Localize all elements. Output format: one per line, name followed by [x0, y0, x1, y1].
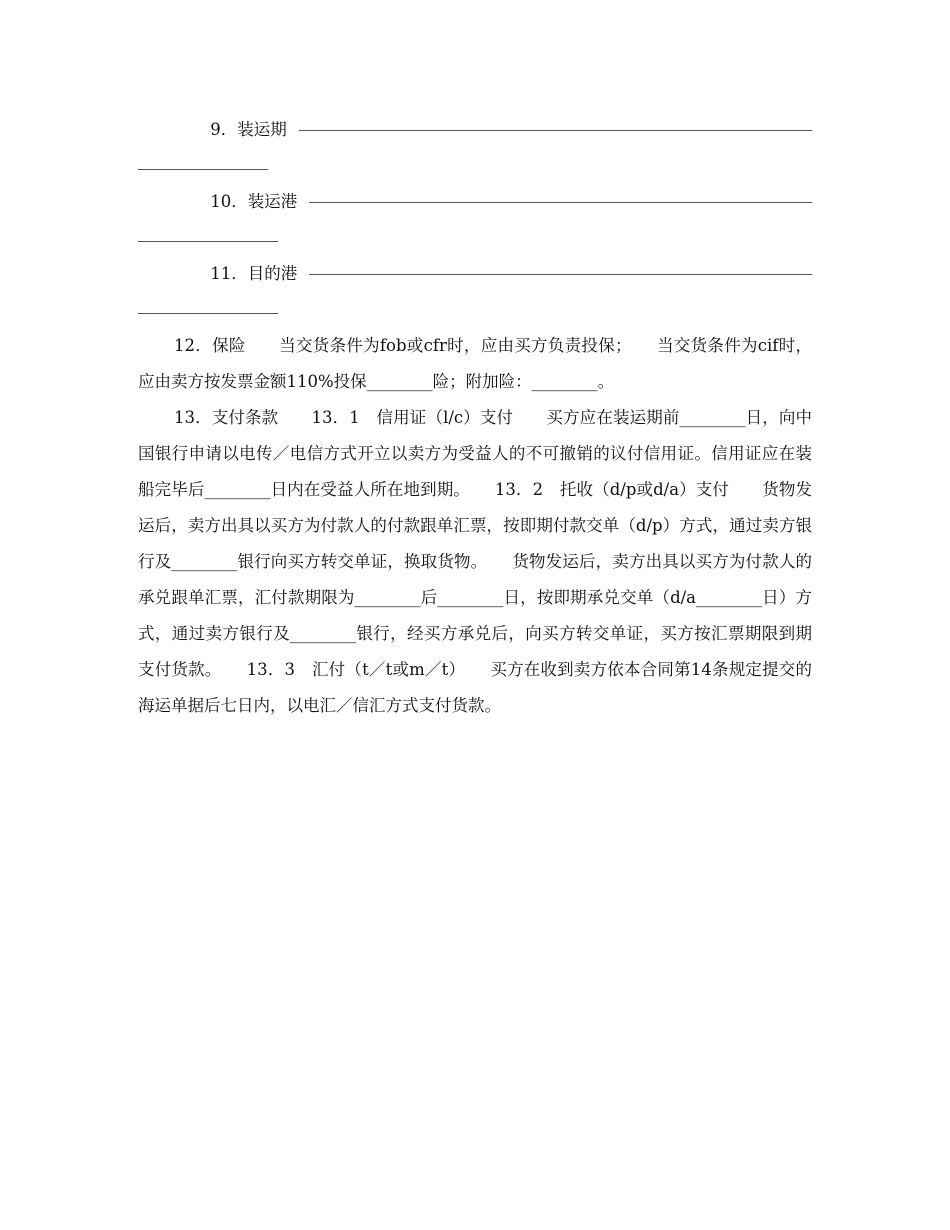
clause-10-port-of-loading — [138, 184, 812, 256]
clause-11-blank[interactable] — [309, 256, 812, 275]
clause-10-blank-continued — [138, 220, 812, 256]
clause-9-blank[interactable] — [299, 112, 812, 131]
contract-page — [138, 112, 812, 724]
clause-9-label: 9．装运期 — [210, 120, 287, 139]
clause-11-label: 11．目的港 — [210, 264, 298, 283]
clause-12-insurance: 12．保险 当交货条件为fob或cfr时，应由买方负责投保； 当交货条件为cif时，应由卖方按发票金额110%投保________险；附加险：________。 — [138, 336, 812, 391]
clause-13-payment-terms: 13．支付条款 13．1 信用证（l/c）支付 买方应在装运期前________日，向中国银行申请以电传／电信方式开立以卖方为受益人的不可撤销的议付信用证。信用证应在装船完毕后________日内在受益人所在地到期。 13．2 托收（d/p或d/a）支付 货物发运后，卖方出具以买方为付款人的付款跟单汇票，按即期付款交单（d/p）方式，通过卖方银行及________银行向买方转交单证，换取货物。 货物发运后，卖方出具以买方为付款人的承兑跟单汇票，汇付款期限为________后________日，按即期承兑交单（d/a________日）方式，通过卖方银行及________银行，经买方承兑后，向买方转交单证，买方按汇票期限到期支付货款。 13．3 汇付（t／t或m／t） 买方在收到卖方依本合同第14条规定提交的海运单据后七日内，以电汇／信汇方式支付货款。 — [138, 408, 812, 715]
clause-11-port-of-destination — [138, 256, 812, 328]
clause-9-blank-continued — [138, 148, 812, 184]
clause-11-blank-continued — [138, 292, 812, 328]
clause-9-shipment-period — [138, 112, 812, 184]
clause-10-blank[interactable] — [309, 184, 812, 203]
clause-10-label: 10．装运港 — [210, 192, 298, 211]
